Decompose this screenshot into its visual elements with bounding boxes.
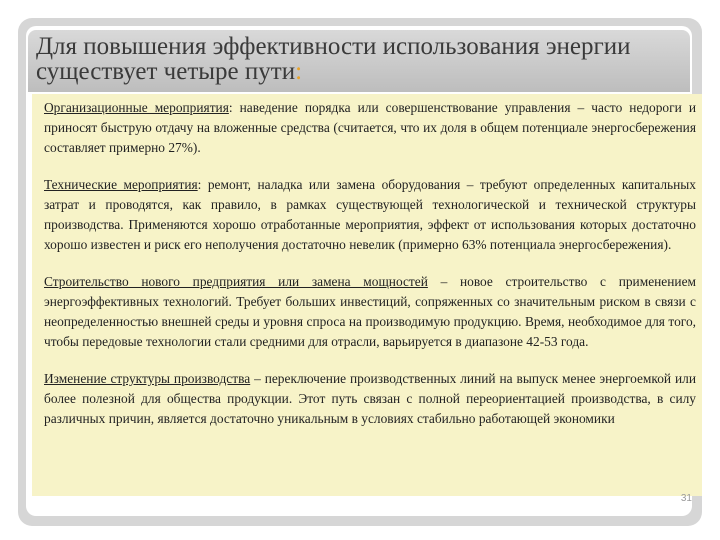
slide-title xyxy=(36,34,686,94)
paragraph-technical xyxy=(44,175,696,255)
slide-title-text: Для повышения эффективности использования энергии существует четыре пути xyxy=(36,34,631,85)
paragraph-new-construction xyxy=(44,272,696,352)
paragraph-text: : наведение порядка или совершенствование управления – часто недороги и приносят быструю отдачу на вложенные средства (считается, что их доля в общем потенциале энергосбережения составляет примерно 27%). xyxy=(44,100,696,155)
term-structure-change: Изменение структуры производства xyxy=(44,371,251,386)
page-number: 31 xyxy=(680,493,692,504)
term-technical: Технические мероприятия xyxy=(44,177,198,192)
slide-title-colon: : xyxy=(295,58,303,85)
paragraph-text: : ремонт, наладка или замена оборудования – требуют определенных капитальных затрат и проводятся, как правило, в рамках существующей технологической и технической структуры производства. Применяются хорошо отработанные мероприятия, эффект от использования которых достаточно хорошо известен и риск его неполучения достаточно невелик (примерно 63% потенциала энергосбережения). xyxy=(44,177,696,252)
paragraph-organizational xyxy=(44,98,696,158)
term-new-construction: Строительство нового предприятия или замена мощностей xyxy=(44,274,428,289)
term-organizational: Организационные мероприятия xyxy=(44,100,229,115)
paragraph-structure-change xyxy=(44,369,696,429)
content-text xyxy=(44,98,696,446)
paragraph-text: – переключение производственных линий на выпуск менее энергоемкой или более полезной для общества продукции. Этот путь связан с полной переориентацией производства, в силу различных причин, является достаточно уникальным в условиях стабильно работающей экономики xyxy=(44,371,696,426)
paragraph-text: – новое строительство с применением энергоэффективных технологий. Требует больших инвестиций, сопряженных со значительным риском в связи с неопределенностью внешней среды и уровня спроса на производимую продукцию. Время, необходимое для того, чтобы передовые технологии стали средними для отрасли, варьируется в диапазоне 42-53 года. xyxy=(44,274,696,349)
